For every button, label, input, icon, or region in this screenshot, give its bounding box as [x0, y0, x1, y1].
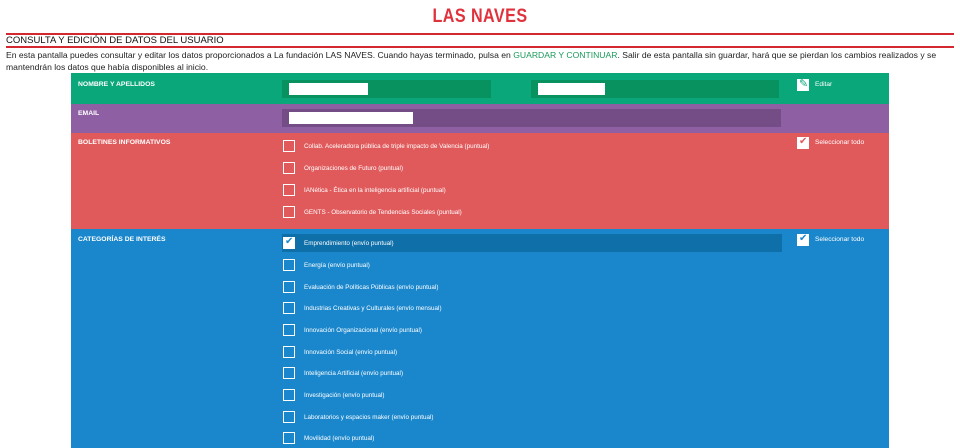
- name-panel: [71, 73, 889, 104]
- category-label-innovacion-social: Innovación Social (envío puntual): [304, 349, 398, 356]
- category-label-evaluacion: Evaluación de Políticas Públicas (envío puntual): [304, 284, 439, 291]
- bulletins-panel: [71, 133, 889, 229]
- bulletins-select-all-checkbox[interactable]: [797, 137, 809, 149]
- bulletin-label-gents: GENTS - Observatorio de Tendencias Sociales (puntual): [304, 209, 462, 216]
- edit-icon: [797, 79, 809, 91]
- intro-text-part1: En esta pantalla puedes consultar y editar los datos proporcionados a La fundación LAS NAVES. Cuando hayas terminado, pulsa en: [6, 50, 514, 60]
- category-label-laboratorios: Laboratorios y espacios maker (envío puntual): [304, 414, 434, 421]
- name-label: NOMBRE Y APELLIDOS: [78, 81, 155, 88]
- category-label-emprendimiento: Emprendimiento (envío puntual): [304, 240, 394, 247]
- bulletin-checkbox-organizaciones[interactable]: [283, 162, 295, 174]
- category-checkbox-innovacion-social[interactable]: [283, 346, 295, 358]
- email-label: EMAIL: [78, 110, 100, 117]
- title-divider: [6, 46, 954, 48]
- category-checkbox-laboratorios[interactable]: [283, 411, 295, 423]
- email-input[interactable]: [289, 112, 413, 124]
- category-label-innovacion-org: Innovación Organizacional (envío puntual): [304, 327, 422, 334]
- bulletins-label: BOLETINES INFORMATIVOS: [78, 139, 171, 146]
- categories-select-all-label: Seleccionar todo: [815, 236, 865, 243]
- category-label-movilidad: Movilidad (envío puntual): [304, 435, 375, 442]
- category-checkbox-innovacion-org[interactable]: [283, 324, 295, 336]
- first-name-input[interactable]: [289, 83, 368, 95]
- categories-panel: [71, 229, 889, 448]
- bulletin-label-ianetica: IANética - Ética en la inteligencia artificial (puntual): [304, 187, 446, 194]
- bulletin-checkbox-collab[interactable]: [283, 140, 295, 152]
- bulletin-label-organizaciones: Organizaciones de Futuro (puntual): [304, 165, 404, 172]
- category-checkbox-ia[interactable]: [283, 367, 295, 379]
- email-field-wrapper: [282, 109, 781, 127]
- save-continue-link[interactable]: GUARDAR Y CONTINUAR: [513, 50, 618, 60]
- categories-select-all-checkbox[interactable]: [797, 234, 809, 246]
- last-name-field-wrapper: [531, 80, 779, 98]
- las-naves-logo[interactable]: LAS NAVES: [432, 6, 528, 27]
- edit-label: Editar: [815, 81, 833, 88]
- category-label-industrias: Industrias Creativas y Culturales (envío mensual): [304, 305, 442, 312]
- category-checkbox-industrias[interactable]: [283, 302, 295, 314]
- first-name-field-wrapper: [282, 80, 491, 98]
- intro-text-part2: . Salir de esta pantalla sin guardar, hará que se pierdan los cambios realizados y se mantendrán los datos que había disponibles al inicio.: [6, 50, 937, 72]
- top-header: [0, 0, 960, 34]
- bulletin-checkbox-ianetica[interactable]: [283, 184, 295, 196]
- category-checkbox-investigacion[interactable]: [283, 389, 295, 401]
- intro-text: [6, 50, 954, 73]
- category-checkbox-energia[interactable]: [283, 259, 295, 271]
- bulletin-label-collab: Collab. Aceleradora pública de triple impacto de Valencia (puntual): [304, 143, 490, 150]
- category-checkbox-evaluacion[interactable]: [283, 281, 295, 293]
- category-checkbox-emprendimiento[interactable]: [283, 237, 295, 249]
- category-label-investigacion: Investigación (envío puntual): [304, 392, 385, 399]
- category-checkbox-movilidad[interactable]: [283, 432, 295, 444]
- bulletins-select-all-label: Seleccionar todo: [815, 139, 865, 146]
- categories-label: CATEGORÍAS DE INTERÉS: [78, 236, 166, 243]
- page-title: CONSULTA Y EDICIÓN DE DATOS DEL USUARIO: [6, 35, 224, 46]
- last-name-input[interactable]: [538, 83, 605, 95]
- email-panel: [71, 104, 889, 133]
- category-label-ia: Inteligencia Artificial (envío puntual): [304, 370, 404, 377]
- category-label-energia: Energía (envío puntual): [304, 262, 370, 269]
- bulletin-checkbox-gents[interactable]: [283, 206, 295, 218]
